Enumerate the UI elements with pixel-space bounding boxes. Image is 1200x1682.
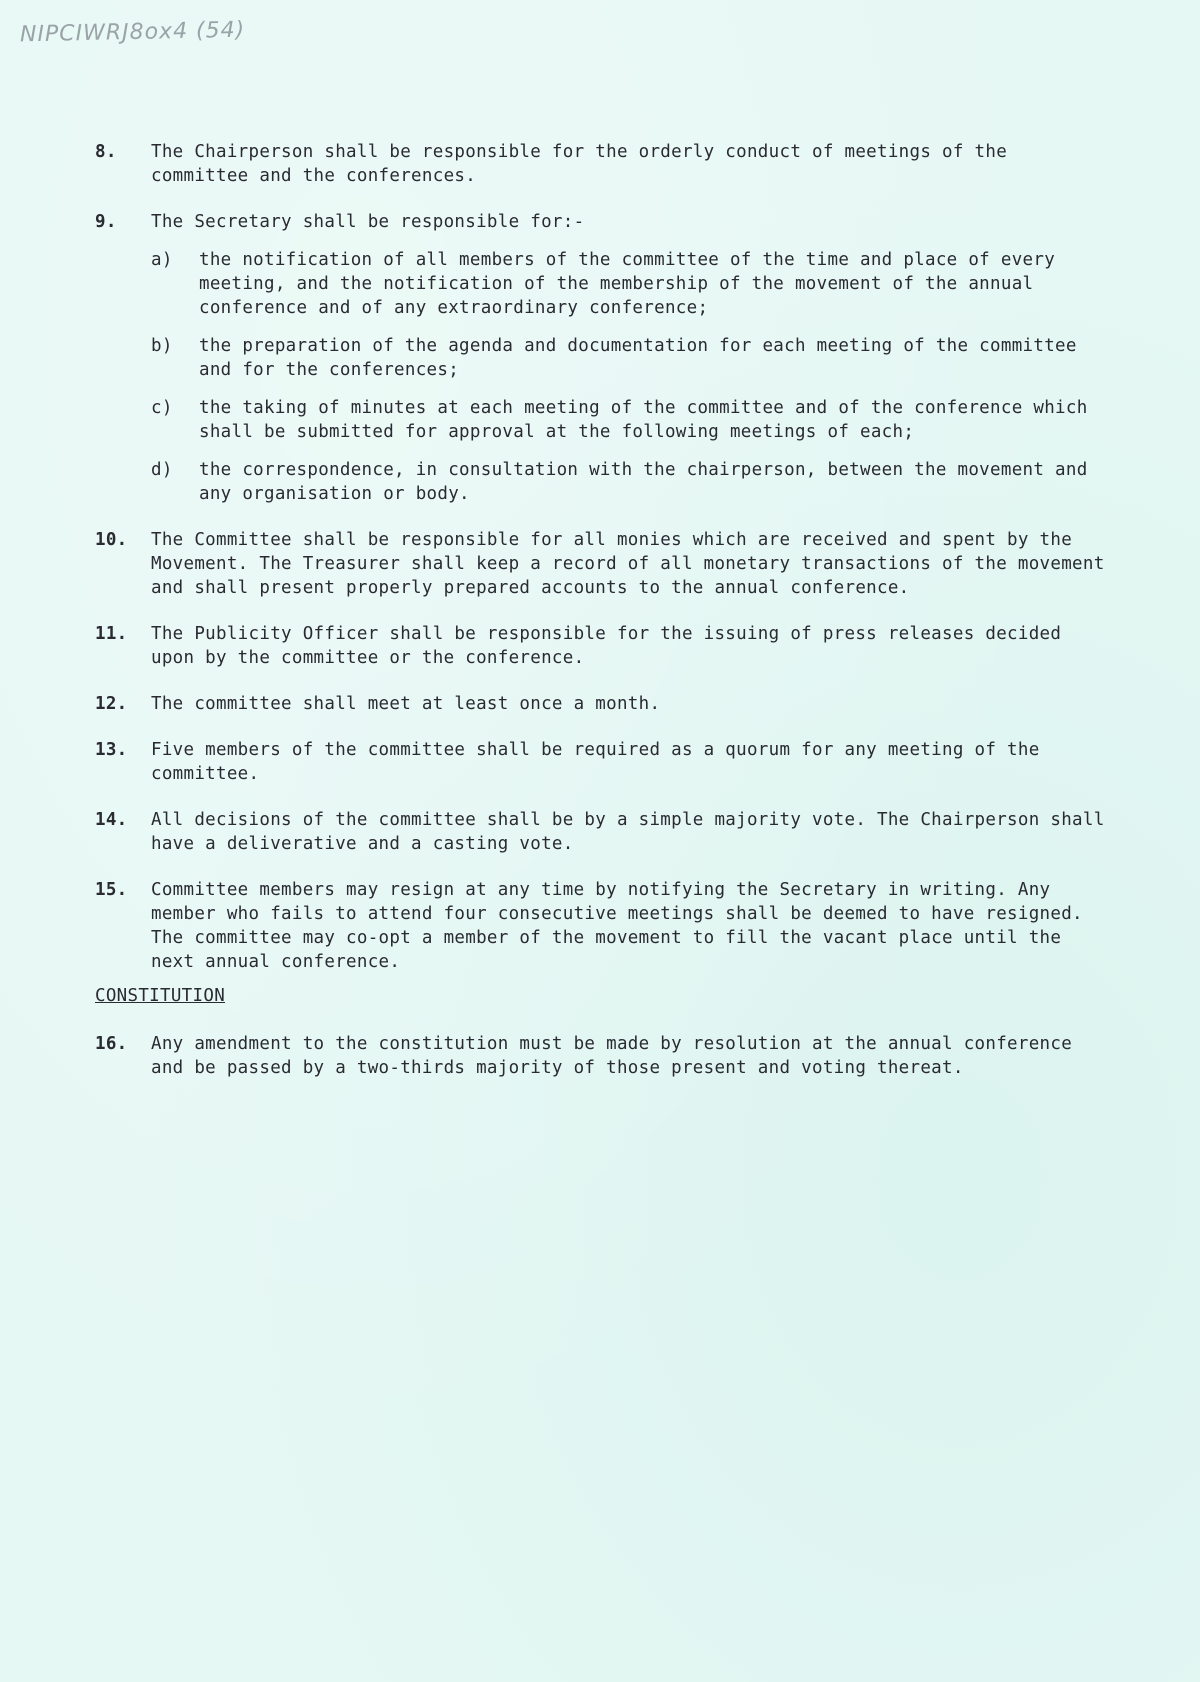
item-text: the notification of all members of the committee of the time and place of every meeting, and the notification of the membership of the movement of the annual conference and of any extraordinary conference; <box>199 250 1056 318</box>
list-item <box>151 458 1105 506</box>
clause-10 <box>95 528 1105 600</box>
clause-number: 15. <box>95 880 128 900</box>
clause-15 <box>95 878 1105 974</box>
clause-text: Any amendment to the constitution must be made by resolution at the annual conference and be passed by a two-thirds majority of those present and voting thereat. <box>151 1034 1073 1078</box>
clause-number: 9. <box>95 212 117 232</box>
item-letter: a) <box>151 250 173 270</box>
clause-13 <box>95 738 1105 786</box>
clause-11 <box>95 622 1105 670</box>
item-letter: b) <box>151 336 173 356</box>
item-letter: c) <box>151 398 173 418</box>
item-text: the correspondence, in consultation with the chairperson, between the movement and any organisation or body. <box>199 460 1088 504</box>
secretary-duties-list <box>151 248 1105 506</box>
document-body <box>95 140 1105 1102</box>
clause-text: The committee shall meet at least once a month. <box>151 694 661 714</box>
item-text: the preparation of the agenda and documentation for each meeting of the committee and for the conferences; <box>199 336 1077 380</box>
archive-reference-handwritten: NIPCIWRJ8ox4 (54) <box>19 17 246 48</box>
clause-number: 10. <box>95 530 128 550</box>
item-letter: d) <box>151 460 173 480</box>
list-item <box>151 248 1105 320</box>
clause-text: All decisions of the committee shall be by a simple majority vote. The Chairperson shall have a deliverative and a casting vote. <box>151 810 1105 854</box>
list-item <box>151 334 1105 382</box>
clause-number: 12. <box>95 694 128 714</box>
clause-text: The Committee shall be responsible for all monies which are received and spent by the Movement. The Treasurer shall keep a record of all monetary transactions of the movement and shall present properly prepared accounts to the annual conference. <box>151 530 1105 598</box>
clause-number: 14. <box>95 810 128 830</box>
clause-number: 8. <box>95 142 117 162</box>
list-item <box>151 396 1105 444</box>
clause-number: 16. <box>95 1034 128 1054</box>
clause-text: The Chairperson shall be responsible for the orderly conduct of meetings of the committee and the conferences. <box>151 142 1008 186</box>
clause-text: The Publicity Officer shall be responsible for the issuing of press releases decided upon by the committee or the conference. <box>151 624 1062 668</box>
clause-text: Committee members may resign at any time by notifying the Secretary in writing. Any member who fails to attend four consecutive meetings shall be deemed to have resigned. The committee may co-opt a member of the movement to fill the vacant place until the next annual conference. <box>151 880 1083 972</box>
clause-number: 11. <box>95 624 128 644</box>
item-text: the taking of minutes at each meeting of the committee and of the conference which shall be submitted for approval at the following meetings of each; <box>199 398 1088 442</box>
clause-text: Five members of the committee shall be required as a quorum for any meeting of the committee. <box>151 740 1040 784</box>
clause-9 <box>95 210 1105 506</box>
clause-16 <box>95 1032 1105 1080</box>
clause-12 <box>95 692 1105 716</box>
section-heading-constitution: CONSTITUTION <box>95 986 226 1006</box>
clause-8 <box>95 140 1105 188</box>
clause-text: The Secretary shall be responsible for:- <box>151 212 585 232</box>
clause-number: 13. <box>95 740 128 760</box>
clause-14 <box>95 808 1105 856</box>
